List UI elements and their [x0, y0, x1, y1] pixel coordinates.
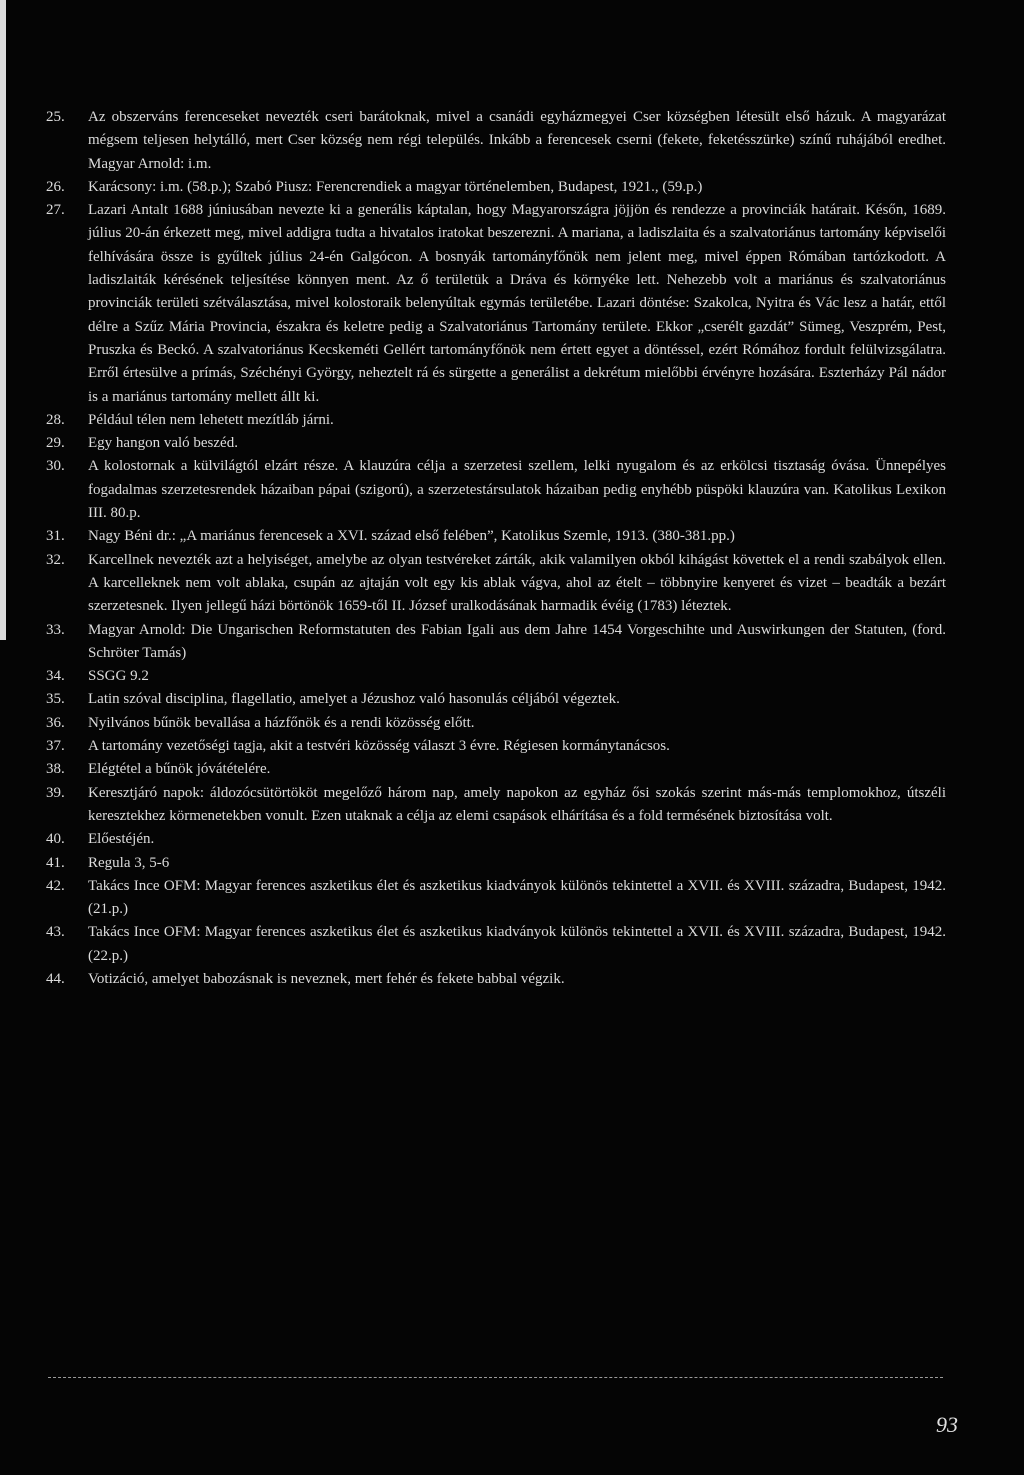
footnote [46, 735, 946, 758]
footnote-number: 37. [46, 738, 65, 755]
footnote-text: Latin szóval disciplina, flagellatio, amelyet a Jézushoz való hasonulás céljából végeztek. [88, 691, 620, 708]
footnote-text: Takács Ince OFM: Magyar ferences aszketikus élet és aszketikus kiadványok különös tekintettel a XVII. és XVIII. századra, Budapest, 1942. (22.p.) [88, 924, 946, 964]
footnote [46, 455, 946, 525]
footnote-number: 43. [46, 924, 65, 941]
footnote [46, 968, 946, 991]
footnote [46, 712, 946, 735]
footnote [46, 432, 946, 455]
footnote-number: 38. [46, 761, 65, 778]
footnote-number: 42. [46, 877, 65, 894]
footnote [46, 176, 946, 199]
footnote [46, 106, 946, 176]
footnote-number: 29. [46, 435, 65, 452]
footnote-number: 32. [46, 551, 65, 568]
footnote-text: Nyilvános bűnök bevallása a házfőnök és a rendi közösség előtt. [88, 714, 475, 731]
footnote-text: Karácsony: i.m. (58.p.); Szabó Piusz: Ferencrendiek a magyar történelemben, Budapest, 1921., (59.p.) [88, 178, 703, 195]
footnote-text: Egy hangon való beszéd. [88, 435, 238, 452]
footer-rule [48, 1377, 943, 1378]
footnote-text: Előestéjén. [88, 831, 155, 848]
footnote [46, 921, 946, 968]
footnote-number: 40. [46, 831, 65, 848]
footnote [46, 875, 946, 922]
page-edge-strip [0, 0, 6, 640]
footnote [46, 199, 946, 409]
footnote-text: Nagy Béni dr.: „A mariánus ferencesek a XVI. század első felében”, Katolikus Szemle, 1913. (380-381.pp.) [88, 528, 735, 545]
footnote [46, 828, 946, 851]
footnote-text: Lazari Antalt 1688 júniusában nevezte ki a generális káptalan, hogy Magyarországra jöjjön és rendezze a provinciák határait. Későn, 1689. július 20-án érkezett meg, mivel addigra tudta a hivatalos iratokat beszerezni. A mariana, a ladiszlaita és a szalvatoriánus tartomány képviselői felhívására össze is gyűltek július 24-én Galgócon. A bosnyák tartományfőnök nem jelent meg, mivel éppen Rómában tartózkodott. A ladiszlaiták kérésének teljesítése könnyen ment. Az ő területük a Dráva és környéke lett. Nehezebb volt a mariánus és szalvatoriánus provinciák területi szétválasztása, mivel kolostoraik belenyúltak egymás területébe. Lazari döntése: Szakolca, Nyitra és Vác lesz a határ, ettől délre a Szűz Mária Provincia, északra és keletre pedig a Szalvatoriánus Tartomány területe. Ekkor „cserélt gazdát” Sümeg, Veszprém, Pest, Pruszka és Beckó. A szalvatoriánus Kecskeméti Gellért tartományfőnök nem értett egyet a döntéssel, ezért Rómához fordult felülvizsgálatra. Erről értesülve a prímás, Széchényi György, neheztelt rá és sürgette a generálist a dekrétum mielőbbi érvényre hozására. Eszterházy Pál nádor is a mariánus tartomány mellett állt ki. [88, 202, 946, 405]
footnote-number: 44. [46, 970, 65, 987]
footnote-number: 31. [46, 528, 65, 545]
footnote [46, 549, 946, 619]
footnote-number: 28. [46, 411, 65, 428]
footnote [46, 409, 946, 432]
footnote [46, 665, 946, 688]
footnote-text: Például télen nem lehetett mezítláb járni. [88, 411, 334, 428]
footnote [46, 758, 946, 781]
footnote-text: Regula 3, 5-6 [88, 854, 170, 871]
footnote-number: 27. [46, 202, 65, 219]
footnote-number: 33. [46, 621, 65, 638]
footnote [46, 852, 946, 875]
footnote-number: 25. [46, 109, 65, 125]
footnote-text: A kolostornak a külvilágtól elzárt része. A klauzúra célja a szerzetesi szellem, lelki nyugalom és az erkölcsi tisztaság óvása. Ünnepélyes fogadalmas szerzetesrendek házaiban pápai (szigorú), a szerzetestársulatok házaiban pedig enyhébb püspöki klauzúra van. Katolikus Lexikon III. 80.p. [88, 458, 946, 522]
footnote [46, 619, 946, 666]
footnote-number: 35. [46, 691, 65, 708]
footnote-text: Az obszerváns ferenceseket nevezték cseri barátoknak, mivel a csanádi egyházmegyei Cser községben létesült első házuk. A magyarázat mégsem teljesen helytálló, mert Cser község nem régi település. Inkább a ferencesek cserni (fekete, feketésszürke) színű ruhájából eredhet. Magyar Arnold: i.m. [88, 109, 946, 172]
page-number: 93 [936, 1412, 958, 1437]
footnote-text: Takács Ince OFM: Magyar ferences aszketikus élet és aszketikus kiadványok különös tekintettel a XVII. és XVIII. századra, Budapest, 1942. (21.p.) [88, 877, 946, 918]
footnote-number: 34. [46, 668, 65, 685]
footnote [46, 525, 946, 548]
footnote-number: 26. [46, 178, 65, 195]
footnote-text: Votizáció, amelyet babozásnak is neveznek, mert fehér és fekete babbal végzik. [88, 970, 565, 987]
footnote-number: 30. [46, 458, 65, 475]
footnotes-list [46, 106, 946, 991]
footnote-text: A tartomány vezetőségi tagja, akit a testvéri közösség választ 3 évre. Régiesen kormánytanácsos. [88, 738, 670, 755]
footnote-number: 36. [46, 714, 65, 731]
footnote-number: 41. [46, 854, 65, 871]
footnote-number: 39. [46, 784, 65, 801]
footnote-text: Magyar Arnold: Die Ungarischen Reformstatuten des Fabian Igali aus dem Jahre 1454 Vorgeschihte und Auswirkungen der Statuten, (ford. Schröter Tamás) [88, 621, 946, 661]
footnote-text: Karcellnek nevezték azt a helyiséget, amelybe az olyan testvéreket zárták, akik valamilyen okból kihágást követtek el a rendi szabályok ellen. A karcelleknek nem volt ablaka, csupán az ajtaján volt egy kis ablak vágva, ahol az ételt – többnyire kenyeret és vizet – beadták a bezárt szerzetesnek. Ilyen jellegű házi börtönök 1659-től II. József uralkodásának harmadik évéig (1783) léteztek. [88, 551, 946, 615]
footnote-text: Elégtétel a bűnök jóvátételére. [88, 761, 271, 778]
footnote [46, 782, 946, 829]
footnote [46, 688, 946, 711]
footnote-text: SSGG 9.2 [88, 668, 149, 685]
footnote-text: Keresztjáró napok: áldozócsütörtököt megelőző három nap, amely napokon az egyház ősi szokás szerint más-más templomokhoz, útszéli keresztekhez körmenetekben vonult. Ezen utaknak a célja az elemi csapások elhárítása és a fold termésének biztosítása volt. [88, 784, 946, 824]
